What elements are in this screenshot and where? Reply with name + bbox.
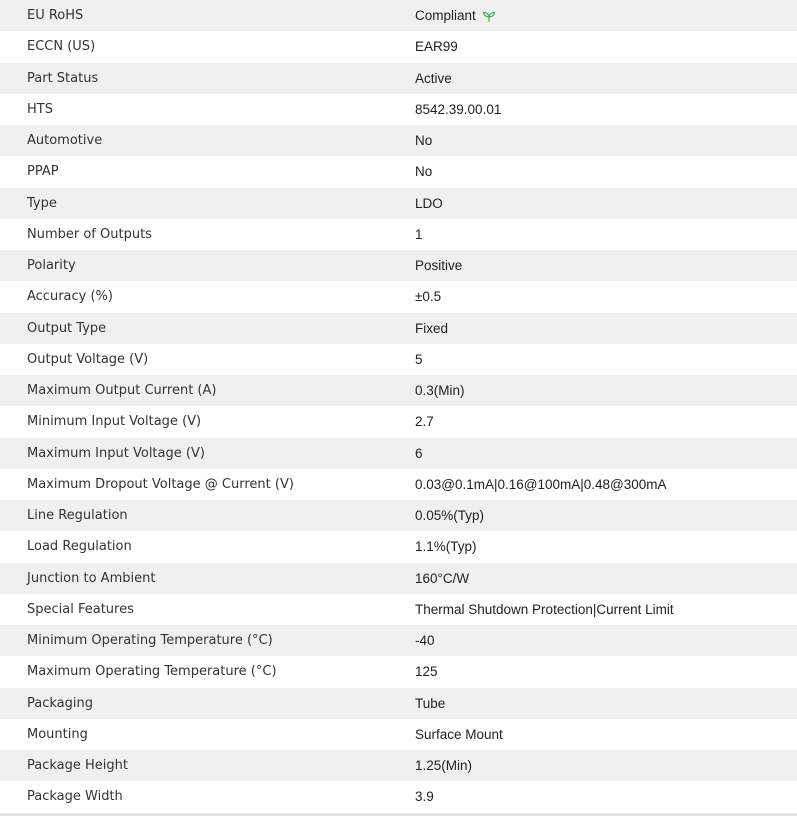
- spec-row-load-regulation: [0, 531, 797, 562]
- spec-label: Maximum Dropout Voltage @ Current (V): [27, 476, 294, 492]
- spec-row-number-of-outputs: [0, 219, 797, 250]
- spec-row-part-status: [0, 63, 797, 94]
- spec-row-max-input-voltage: [0, 438, 797, 469]
- spec-row-hts: [0, 94, 797, 125]
- spec-label: Maximum Operating Temperature (°C): [27, 664, 277, 680]
- spec-row-max-dropout-voltage: [0, 469, 797, 500]
- spec-label: Minimum Input Voltage (V): [27, 414, 202, 430]
- spec-row-line-regulation: [0, 500, 797, 531]
- spec-row-output-voltage: [0, 344, 797, 375]
- spec-value: 2.7: [415, 414, 434, 430]
- spec-label: ECCN (US): [27, 39, 96, 55]
- spec-label: Special Features: [27, 601, 134, 617]
- spec-value: 0.05%(Typ): [415, 508, 485, 524]
- spec-label: Part Status: [27, 70, 99, 86]
- spec-label: HTS: [27, 101, 53, 117]
- spec-value: Fixed: [415, 320, 449, 336]
- spec-row-eu-rohs: [0, 0, 797, 31]
- spec-label: Accuracy (%): [27, 289, 113, 305]
- spec-value: No: [415, 133, 433, 149]
- table-bottom-divider: [0, 813, 797, 816]
- spec-value: Active: [415, 70, 452, 86]
- spec-value: No: [415, 164, 433, 180]
- spec-value: 1.1%(Typ): [415, 539, 477, 555]
- spec-row-packaging: [0, 688, 797, 719]
- spec-value-cell: [415, 0, 797, 31]
- spec-row-package-height: [0, 750, 797, 781]
- spec-row-eccn: [0, 31, 797, 62]
- spec-row-output-type: [0, 313, 797, 344]
- spec-value: 0.03@0.1mA|0.16@100mA|0.48@300mA: [415, 476, 667, 492]
- spec-label: Junction to Ambient: [27, 570, 156, 586]
- spec-value: Positive: [415, 258, 463, 274]
- spec-row-ppap: [0, 156, 797, 187]
- spec-row-special-features: [0, 594, 797, 625]
- leaf-icon: [482, 11, 496, 23]
- spec-value: -40: [415, 633, 435, 649]
- spec-label: Output Voltage (V): [27, 351, 149, 367]
- spec-row-accuracy: [0, 281, 797, 312]
- spec-label: Packaging: [27, 695, 93, 711]
- spec-label: Load Regulation: [27, 539, 132, 555]
- spec-label: Maximum Output Current (A): [27, 383, 217, 399]
- spec-row-min-operating-temp: [0, 625, 797, 656]
- spec-label: Type: [27, 195, 57, 211]
- spec-row-mounting: [0, 719, 797, 750]
- spec-label: Output Type: [27, 320, 107, 336]
- spec-label: Number of Outputs: [27, 226, 152, 242]
- spec-value: 5: [415, 351, 423, 367]
- spec-value: 160°C/W: [415, 570, 470, 586]
- spec-value: 3.9: [415, 789, 434, 805]
- spec-row-min-input-voltage: [0, 406, 797, 437]
- spec-row-junction-to-ambient: [0, 563, 797, 594]
- spec-value: 1: [415, 226, 423, 242]
- spec-value: 6: [415, 445, 423, 461]
- spec-value: 125: [415, 664, 438, 680]
- spec-label: Line Regulation: [27, 508, 128, 524]
- spec-row-polarity: [0, 250, 797, 281]
- spec-value: Tube: [415, 695, 446, 711]
- spec-label: Package Width: [27, 789, 123, 805]
- spec-value: Compliant: [415, 8, 476, 24]
- spec-value: EAR99: [415, 39, 458, 55]
- spec-row-type: [0, 188, 797, 219]
- spec-value: 8542.39.00.01: [415, 101, 502, 117]
- spec-row-automotive: [0, 125, 797, 156]
- spec-label: Automotive: [27, 133, 103, 149]
- spec-value: 0.3(Min): [415, 383, 465, 399]
- spec-label: Minimum Operating Temperature (°C): [27, 633, 273, 649]
- spec-label: Mounting: [27, 726, 88, 742]
- spec-value: Thermal Shutdown Protection|Current Limit: [415, 601, 674, 617]
- spec-label: Maximum Input Voltage (V): [27, 445, 205, 461]
- spec-row-max-output-current: [0, 375, 797, 406]
- spec-value: LDO: [415, 195, 443, 211]
- spec-label: Polarity: [27, 258, 76, 274]
- spec-value: Surface Mount: [415, 726, 503, 742]
- spec-value: 1.25(Min): [415, 758, 473, 774]
- spec-row-package-width: [0, 781, 797, 812]
- spec-value: ±0.5: [415, 289, 442, 305]
- spec-label: EU RoHS: [27, 8, 84, 24]
- spec-label: PPAP: [27, 164, 59, 180]
- spec-row-max-operating-temp: [0, 656, 797, 687]
- spec-label: Package Height: [27, 758, 128, 774]
